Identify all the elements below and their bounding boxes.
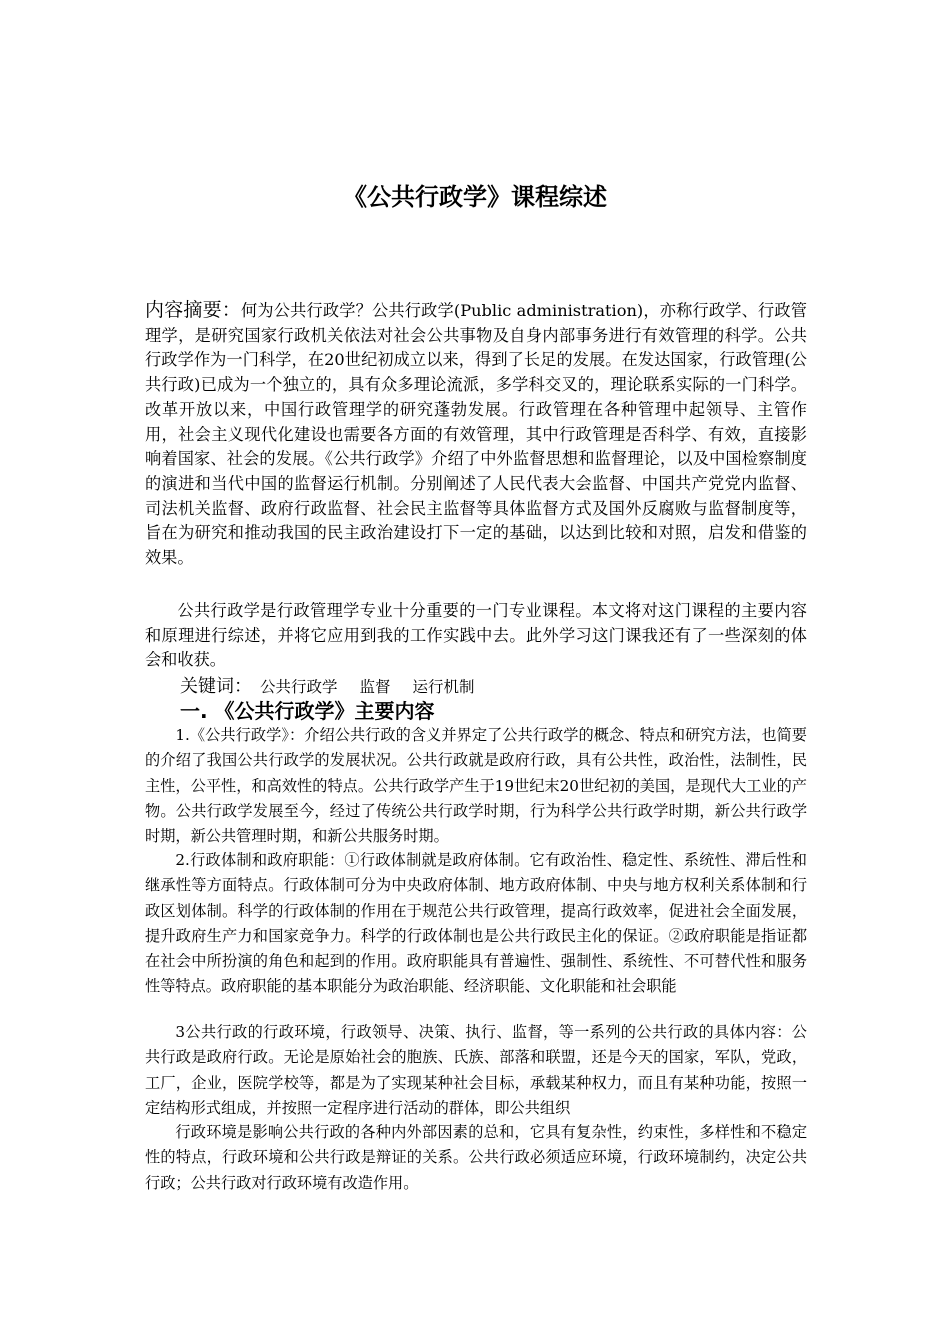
abstract-text: 何为公共行政学？公共行政学(Public administration)，亦称行政学、行政管理学，是研究国家行政机关依法对社会公共事物及自身内部事务进行有效管理的科学。公共行政学作为一门科学，在20世纪初成立以来，得到了长足的发展。在发达国家，行政管理(公共行政)已成为一个独立的，具有众多理论流派，多学科交叉的，理论联系实际的一门科学。改革开放以来，中国行政管理学的研究蓬勃发展。行政管理在各种管理中起领导、主管作用，社会主义现代化建设也需要各方面的有效管理，其中行政管理是否科学、有效，直接影响着国家、社会的发展。《公共行政学》介绍了中外监督思想和监督理论，以及中国检察制度的演进和当代中国的监督运行机制。分别阐述了人民代表大会监督、中国共产党党内监督、司法机关监督、政府行政监督、社会民主监督等具体监督方式及国外反腐败与监督制度等，旨在为研究和推动我国的民主政治建设打下一定的基础，以达到比较和对照，启发和借鉴的效果。 (145, 301, 807, 568)
document-title: 《公共行政学》课程综述 (343, 183, 607, 211)
body-paragraph: 行政环境是影响公共行政的各种内外部因素的总和，它具有复杂性，约束性，多样性和不稳定性的特点，行政环境和公共行政是辩证的关系。公共行政必须适应环境，行政环境制约，决定公共行政；公共行政对行政环境有改造作用。 (145, 1123, 807, 1192)
keyword-item: 公共行政学 (260, 678, 338, 696)
keyword-item: 运行机制 (412, 678, 475, 696)
body-paragraph: 1.《公共行政学》：介绍公共行政的含义并界定了公共行政学的概念、特点和研究方法，也简要的介绍了我国公共行政学的发展状况。公共行政就是政府行政，具有公共性，政治性，法制性，民主性，公平性，和高效性的特点。公共行政学产生于19世纪末20世纪初的美国，是现代大工业的产物。公共行政学发展至今，经过了传统公共行政学时期，行为科学公共行政学时期，新公共行政学时期，新公共管理时期，和新公共服务时期。 (145, 726, 807, 846)
abstract-label: 内容摘要： (145, 299, 241, 321)
body-paragraph: 3公共行政的行政环境，行政领导、决策、执行、监督，等一系列的公共行政的具体内容：公共行政是政府行政。无论是原始社会的胞族、氏族、部落和联盟，还是今天的国家，军队，党政，工厂，企业，医院学校等，都是为了实现某种社会目标，承载某种权力，而且有某种功能，按照一定结构形式组成，并按照一定程序进行活动的群体，即公共组织 (145, 1023, 807, 1117)
keyword-item: 监督 (359, 678, 391, 696)
keywords-label: 关键词： (180, 676, 252, 697)
section-heading: 一. 《公共行政学》主要内容 (180, 699, 435, 723)
abstract-paragraph-2: 公共行政学是行政管理学专业十分重要的一门专业课程。本文将对这门课程的主要内容和原理进行综述，并将它应用到我的工作实践中去。此外学习这门课我还有了一些深刻的体会和收获。 (145, 601, 807, 670)
abstract-paragraph (145, 298, 807, 571)
body-paragraph: 2.行政体制和政府职能：①行政体制就是政府体制。它有政治性、稳定性、系统性、滞后性和继承性等方面特点。行政体制可分为中央政府体制、地方政府体制、中央与地方权利关系体制和行政区划体制。科学的行政体制的作用在于规范公共行政管理，提高行政效率，促进社会全面发展，提升政府生产力和国家竞争力。科学的行政体制也是公共行政民主化的保证。②政府职能是指证都在社会中所扮演的角色和起到的作用。政府职能具有普遍性、强制性、系统性、不可替代性和服务性等特点。政府职能的基本职能分为政治职能、经济职能、文化职能和社会职能 (145, 851, 807, 996)
